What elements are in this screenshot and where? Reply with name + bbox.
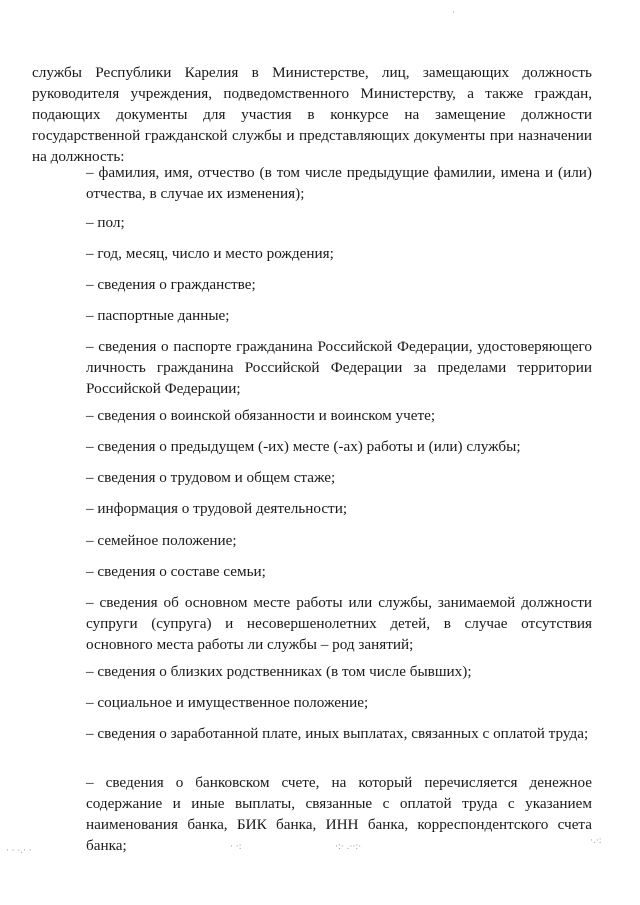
list-item: – сведения об основном месте работы или службы, занимаемой должности супруги (супруга) и несовершенолетних детей, в случае отсутствия основного места работы ли службы – род занятий; (86, 594, 592, 653)
list-item: – сведения о составе семьи; (86, 563, 266, 580)
list-item: – пол; (86, 214, 125, 231)
list-item: – сведения о гражданстве; (86, 276, 256, 293)
list-item: – сведения о заработанной плате, иных выплатах, связанных с оплатой труда; (86, 725, 589, 742)
list-item: – сведения о близких родственниках (в том числе бывших); (86, 663, 472, 680)
scan-noise: · (452, 8, 455, 18)
list-item: – сведения о паспорте гражданина Российской Федерации, удостоверяющего личность гражданина Российской Федерации за пределами территории Российской Федерации; (86, 338, 592, 397)
scan-noise: ·:· .··:· (335, 842, 362, 852)
list-item: – сведения о предыдущем (-их) месте (-ах) работы и (или) службы; (86, 438, 521, 455)
list-item: – год, месяц, число и место рождения; (86, 245, 334, 262)
list-item: – паспортные данные; (86, 307, 230, 324)
scan-noise: · · ·.· · (6, 846, 32, 856)
scan-noise: · ·: (230, 842, 242, 852)
list-item: – сведения о трудовом и общем стаже; (86, 469, 336, 486)
list-item: – сведения о воинской обязанности и воинском учете; (86, 407, 436, 424)
intro-paragraph: службы Республики Карелия в Министерстве, лиц, замещающих должность руководителя учреждения, подведомственного Министерству, а также граждан, подающих документы для участия в конкурсе на замещение должности государственной гражданской службы и представляющих документы при назначении на должность: (32, 64, 592, 165)
list-item: – семейное положение; (86, 532, 237, 549)
scan-noise: ·.·: (590, 836, 602, 846)
list-item: – фамилия, имя, отчество (в том числе предыдущие фамилии, имена и (или) отчества, в случае их изменения); (86, 164, 592, 202)
list-item: – сведения о банковском счете, на который перечисляется денежное содержание и иные выплаты, связанные с оплатой труда с указанием наименования банка, БИК банка, ИНН банка, корреспондентского счета банка; (86, 774, 592, 854)
list-item: – информация о трудовой деятельности; (86, 500, 348, 517)
list-item: – социальное и имущественное положение; (86, 694, 369, 711)
